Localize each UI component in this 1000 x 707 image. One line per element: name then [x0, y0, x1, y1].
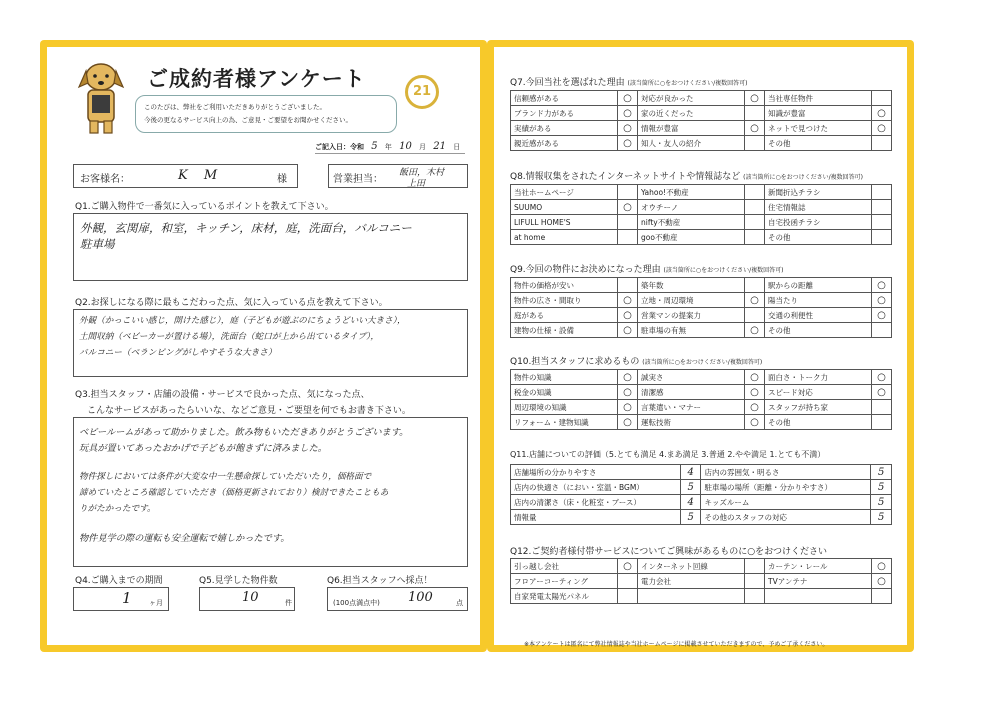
option-label-cell: TVアンテナ [765, 574, 872, 589]
answer-mark-cell [745, 136, 765, 151]
option-label-cell: 庭がある [511, 308, 618, 323]
q6-answer-box [327, 587, 468, 611]
staff-value-1: 飯田，木村 [399, 168, 445, 178]
q5-value: 10 [242, 590, 259, 605]
q4-label: Q4.ご購入までの期間 [75, 576, 163, 586]
option-label-cell: 物件の知識 [511, 370, 618, 385]
option-label-cell: 親近感がある [511, 136, 618, 151]
table-row [511, 370, 892, 385]
answer-mark-cell: ○ [872, 106, 892, 121]
q3-answer-line-1: ベビールームがあって助かりました。飲み物もいただきありがとうございます。 [79, 427, 409, 438]
option-label-cell: 実績がある [511, 121, 618, 136]
answer-mark-cell: ○ [618, 559, 638, 574]
table-row [511, 293, 892, 308]
option-label-cell: Yahoo!不動産 [638, 185, 745, 200]
customer-name-box [73, 164, 298, 188]
q3-label-line-1: Q3.担当スタッフ・店舗の設備・サービスで良かった点、気になった点、 [75, 390, 370, 400]
century21-logo: 21 [405, 75, 439, 109]
option-label-cell: 立地・周辺環境 [638, 293, 745, 308]
option-label-cell: 店内の快適さ（におい・室温・BGM） [511, 480, 681, 495]
answer-mark-cell: ○ [618, 91, 638, 106]
option-label-cell: 知人・友人の紹介 [638, 136, 745, 151]
option-label-cell: その他のスタッフの対応 [701, 510, 871, 525]
option-label-cell: インターネット回線 [638, 559, 745, 574]
table-row [511, 121, 892, 136]
option-label-cell: 周辺環境の知識 [511, 400, 618, 415]
answer-mark-cell: ○ [745, 91, 765, 106]
q6-label: Q6.担当スタッフへ採点！ [327, 576, 433, 586]
q1-answer-box [73, 213, 468, 281]
option-label-cell: 電力会社 [638, 574, 745, 589]
option-label-cell: ブランド力がある [511, 106, 618, 121]
option-label-cell: 知識が豊富 [765, 106, 872, 121]
q4-value: 1 [122, 589, 132, 607]
option-label-cell: ネットで見つけた [765, 121, 872, 136]
answer-mark-cell: ○ [872, 121, 892, 136]
answer-mark-cell: ○ [618, 136, 638, 151]
customer-suffix: 様 [277, 174, 287, 185]
option-label-cell: スタッフが持ち家 [765, 400, 872, 415]
answer-mark-cell: ○ [872, 370, 892, 385]
answer-mark-cell [745, 308, 765, 323]
customer-value: K M [178, 168, 224, 183]
table-row [511, 308, 892, 323]
answer-mark-cell [745, 589, 765, 604]
answer-mark-cell [745, 106, 765, 121]
q2-answer-box [73, 309, 468, 377]
footnote: ※本アンケートは匿名にて弊社情報誌や当社ホームページに掲載させていただきますので、予めご了承ください。 [524, 641, 829, 648]
option-label-cell: 駐車場の有無 [638, 323, 745, 338]
table-row [511, 323, 892, 338]
answer-mark-cell [618, 185, 638, 200]
option-label-cell: 当社ホームページ [511, 185, 618, 200]
answer-mark-cell [745, 185, 765, 200]
survey-title: ご成約者様アンケート [147, 67, 366, 91]
answer-mark-cell: ○ [745, 385, 765, 400]
answer-mark-cell [745, 559, 765, 574]
q8-title-text: Q8.情報収集をされたインターネットサイトや情報誌など [510, 172, 741, 182]
option-label-cell: 駅からの距離 [765, 278, 872, 293]
q3-answer-line-4: 諦めていたところ確認していただき（価格更新されており）検討できたこともあ [79, 488, 389, 498]
table-row [511, 589, 892, 604]
answer-mark-cell [872, 589, 892, 604]
table-row [511, 400, 892, 415]
answer-mark-cell [618, 278, 638, 293]
option-label-cell: SUUMO [511, 200, 618, 215]
q2-label: Q2.お探しになる際に最もこだわった点、気に入っている点を教えて下さい。 [75, 298, 388, 308]
answer-mark-cell: ○ [872, 293, 892, 308]
q12-table [510, 558, 892, 604]
q1-label: Q1.ご購入物件で一番気に入っているポイントを教えて下さい。 [75, 202, 334, 212]
answer-mark-cell: ○ [618, 415, 638, 430]
option-label-cell: 陽当たり [765, 293, 872, 308]
q4-unit: ヶ月 [149, 599, 163, 607]
staff-label: 営業担当： [333, 174, 383, 185]
option-label-cell: 営業マンの提案力 [638, 308, 745, 323]
option-label-cell: 駐車場の場所（距離・分かりやすさ） [701, 480, 871, 495]
option-label-cell: goo不動産 [638, 230, 745, 245]
answer-mark-cell: ○ [745, 370, 765, 385]
q6-prefix: (100点満点中) [333, 599, 380, 607]
answer-mark-cell [618, 574, 638, 589]
option-label-cell: 当社専任物件 [765, 91, 872, 106]
q2-answer-line-3: バルコニー（ベランピングがしやすそうな大きさ） [79, 348, 277, 358]
date-underline [315, 153, 465, 154]
answer-mark-cell: 5 [871, 510, 892, 525]
option-label-cell: 店内の雰囲気・明るさ [701, 465, 871, 480]
q7-title-text: Q7.今回当社を選ばれた理由 [510, 78, 625, 88]
option-label-cell: 自家発電太陽光パネル [511, 589, 618, 604]
option-label-cell: 築年数 [638, 278, 745, 293]
q11-title: Q11.店舗についての評価（5.とても満足 4.まあ満足 3.普通 2.やや満足 1.とても不満） [510, 450, 826, 459]
answer-mark-cell: ○ [618, 106, 638, 121]
answer-mark-cell: ○ [618, 293, 638, 308]
answer-mark-cell: ○ [745, 415, 765, 430]
option-label-cell: 運転技術 [638, 415, 745, 430]
answer-mark-cell [872, 200, 892, 215]
option-label-cell: 引っ越し会社 [511, 559, 618, 574]
q4-answer-box [73, 587, 169, 611]
option-label-cell: 物件の広さ・間取り [511, 293, 618, 308]
q9-title [510, 262, 783, 275]
right-sheet [494, 47, 907, 648]
option-label-cell: 建物の仕様・設備 [511, 323, 618, 338]
table-row [511, 415, 892, 430]
table-row [511, 230, 892, 245]
option-label-cell: その他 [765, 323, 872, 338]
greeting-line-1: このたびは、弊社をご利用いただきありがとうございました。 [144, 103, 326, 111]
q3-answer-line-2: 玩具が置いてあったおかげで子どもが飽きずに済みました。 [79, 443, 327, 454]
entry-date-label: ご記入日：令和 [315, 143, 364, 151]
left-sheet [47, 47, 480, 645]
q7-title [510, 75, 747, 88]
answer-mark-cell: ○ [745, 293, 765, 308]
option-label-cell: リフォーム・建物知識 [511, 415, 618, 430]
month-unit: 月 [419, 143, 427, 151]
option-label-cell: 物件の価格が安い [511, 278, 618, 293]
dog-mascot-icon [73, 57, 129, 141]
entry-date-row [315, 141, 460, 152]
q5-label: Q5.見学した物件数 [199, 576, 278, 586]
answer-mark-cell: ○ [745, 323, 765, 338]
option-label-cell: 交通の利便性 [765, 308, 872, 323]
q12-title: Q12.ご契約者様付帯サービスについてご興味があるものに○をおつけください [510, 547, 827, 557]
answer-mark-cell: 5 [871, 480, 892, 495]
answer-mark-cell: ○ [618, 200, 638, 215]
option-label-cell: 面白さ・トーク力 [765, 370, 872, 385]
answer-mark-cell [745, 278, 765, 293]
answer-mark-cell [745, 574, 765, 589]
q7-note: (該当箇所に○をおつけください/複数回答可) [627, 80, 748, 87]
answer-mark-cell: ○ [745, 400, 765, 415]
answer-mark-cell: ○ [618, 308, 638, 323]
staff-value-2: 上田 [407, 179, 426, 189]
table-row [511, 495, 892, 510]
answer-mark-cell [618, 230, 638, 245]
q8-title [510, 169, 863, 182]
table-row [511, 136, 892, 151]
q3-answer-line-3: 物件探しにおいては条件が大変な中一生懸命探していただいたり，価格面で [79, 472, 372, 482]
q2-answer-line-2: 土間収納（ベビーカーが置ける場），洗面台（蛇口が上から出ているタイプ）， [79, 332, 379, 342]
q10-table [510, 369, 892, 430]
entry-month: 10 [399, 141, 412, 152]
answer-mark-cell [872, 136, 892, 151]
table-row [511, 91, 892, 106]
entry-day: 21 [433, 141, 447, 152]
option-label-cell: at home [511, 230, 618, 245]
option-label-cell: フロアーコーティング [511, 574, 618, 589]
q1-answer-line-2: 駐車場 [80, 237, 115, 251]
day-unit: 日 [453, 143, 461, 151]
answer-mark-cell: ○ [872, 278, 892, 293]
option-label-cell: その他 [765, 415, 872, 430]
answer-mark-cell: ○ [618, 121, 638, 136]
table-row [511, 200, 892, 215]
option-label-cell: LIFULL HOME'S [511, 215, 618, 230]
option-label-cell: 家の近くだった [638, 106, 745, 121]
answer-mark-cell: ○ [872, 385, 892, 400]
answer-mark-cell: ○ [872, 574, 892, 589]
option-label-cell: キッズルーム [701, 495, 871, 510]
answer-mark-cell: ○ [872, 308, 892, 323]
table-row [511, 106, 892, 121]
answer-mark-cell [745, 215, 765, 230]
option-label-cell: 言葉遣い・マナー [638, 400, 745, 415]
table-row [511, 215, 892, 230]
q7-table [510, 90, 892, 151]
staff-box [328, 164, 468, 188]
table-row [511, 185, 892, 200]
option-label-cell: 情報量 [511, 510, 681, 525]
option-label-cell: オウチーノ [638, 200, 745, 215]
answer-mark-cell [872, 185, 892, 200]
q10-title [510, 354, 762, 367]
answer-mark-cell: 5 [680, 510, 701, 525]
q1-answer-line-1: 外観，玄関扉，和室，キッチン，床材，庭，洗面台，バルコニー [80, 221, 412, 235]
answer-mark-cell [745, 230, 765, 245]
answer-mark-cell: 5 [871, 495, 892, 510]
option-label-cell: 新聞折込チラシ [765, 185, 872, 200]
q5-answer-box [199, 587, 295, 611]
answer-mark-cell [745, 200, 765, 215]
answer-mark-cell: ○ [618, 400, 638, 415]
option-label-cell: 対応が良かった [638, 91, 745, 106]
option-label-cell: nifty不動産 [638, 215, 745, 230]
answer-mark-cell: ○ [618, 323, 638, 338]
table-row [511, 574, 892, 589]
customer-label: お客様名： [80, 174, 130, 185]
option-label-cell: 住宅情報誌 [765, 200, 872, 215]
answer-mark-cell [872, 215, 892, 230]
answer-mark-cell [872, 400, 892, 415]
option-label-cell: 信頼感がある [511, 91, 618, 106]
q3-answer-line-5: りがたかったです。 [79, 504, 156, 514]
q11-table [510, 464, 892, 525]
q3-label-line-2: こんなサービスがあったらいいな、などご意見・ご要望を何でもお書き下さい。 [87, 406, 411, 416]
answer-mark-cell: 5 [871, 465, 892, 480]
option-label-cell [638, 589, 745, 604]
answer-mark-cell: 4 [680, 495, 701, 510]
option-label-cell: 店舗場所の分かりやすさ [511, 465, 681, 480]
answer-mark-cell [872, 91, 892, 106]
answer-mark-cell [872, 323, 892, 338]
option-label-cell: 情報が豊富 [638, 121, 745, 136]
q8-table [510, 184, 892, 245]
q9-note: (該当箇所に○をおつけください/複数回答可) [663, 267, 784, 274]
q8-note: (該当箇所に○をおつけください/複数回答可) [743, 174, 863, 181]
answer-mark-cell [618, 215, 638, 230]
q9-title-text: Q9.今回の物件にお決めになった理由 [510, 265, 661, 275]
q3-answer-line-6: 物件見学の際の運転も安全運転で嬉しかったです。 [79, 533, 290, 544]
q6-unit: 点 [456, 599, 463, 607]
option-label-cell: 誠実さ [638, 370, 745, 385]
option-label-cell: 自宅投函チラシ [765, 215, 872, 230]
table-row [511, 278, 892, 293]
table-row [511, 559, 892, 574]
answer-mark-cell [872, 415, 892, 430]
year-unit: 年 [384, 143, 392, 151]
q5-unit: 件 [285, 599, 292, 607]
option-label-cell: 税金の知識 [511, 385, 618, 400]
table-row [511, 465, 892, 480]
q10-title-text: Q10.担当スタッフに求めるもの [510, 357, 640, 367]
q6-value: 100 [408, 590, 433, 605]
answer-mark-cell: 4 [680, 465, 701, 480]
answer-mark-cell: ○ [745, 121, 765, 136]
q9-table [510, 277, 892, 338]
answer-mark-cell: ○ [872, 559, 892, 574]
option-label-cell: 清潔感 [638, 385, 745, 400]
answer-mark-cell: ○ [618, 385, 638, 400]
table-row [511, 510, 892, 525]
answer-mark-cell [618, 589, 638, 604]
answer-mark-cell [872, 230, 892, 245]
option-label-cell [765, 589, 872, 604]
option-label-cell: スピード対応 [765, 385, 872, 400]
q3-answer-box [73, 417, 468, 567]
table-row [511, 480, 892, 495]
answer-mark-cell: 5 [680, 480, 701, 495]
q2-answer-line-1: 外観（かっこいい感じ，開けた感じ），庭（子どもが遊ぶのにちょうどいい大きさ）， [79, 316, 406, 326]
entry-year: 5 [371, 141, 378, 152]
greeting-bubble [135, 95, 397, 133]
option-label-cell: その他 [765, 136, 872, 151]
option-label-cell: 店内の清潔さ（床・化粧室・ブース） [511, 495, 681, 510]
option-label-cell: カーテン・レール [765, 559, 872, 574]
greeting-line-2: 今後の更なるサービス向上の為、ご意見・ご要望をお聞かせください。 [144, 116, 352, 124]
answer-mark-cell: ○ [618, 370, 638, 385]
table-row [511, 385, 892, 400]
option-label-cell: その他 [765, 230, 872, 245]
q10-note: (該当箇所に○をおつけください/複数回答可) [642, 359, 763, 366]
